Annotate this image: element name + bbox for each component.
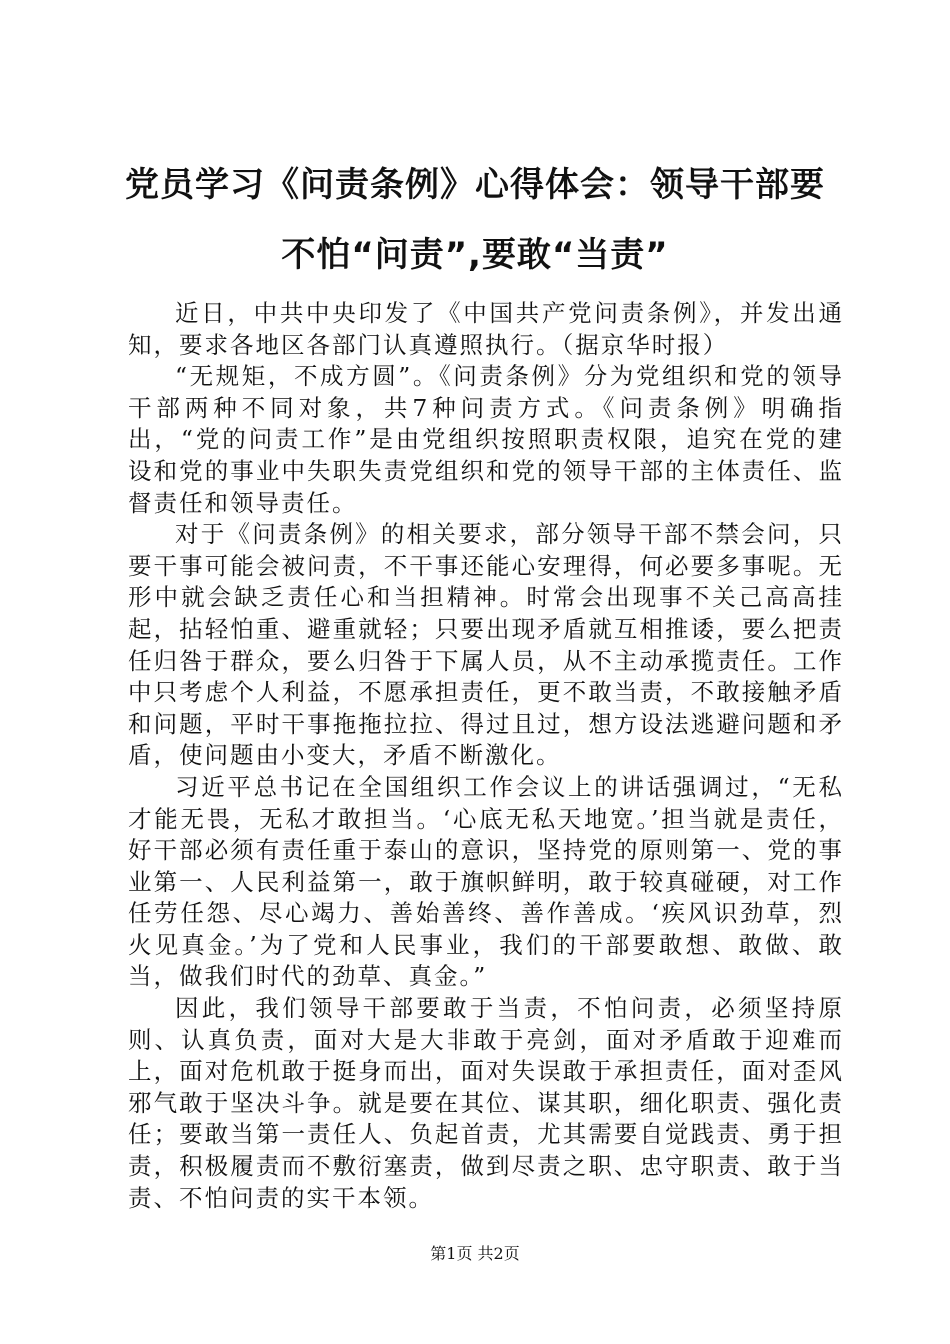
document-body [128, 298, 844, 1214]
title-line-2: 不怕“问责”,要敢“当责” [281, 235, 669, 275]
paragraph-1: 近日，中共中央印发了《中国共产党问责条例》，并发出通知，要求各地区各部门认真遵照执行。（据京华时报） [128, 299, 844, 359]
paragraph-2: “无规矩，不成方圆”。《问责条例》分为党组织和党的领导干部两种不同对象，共7种问责方式。《问责条例》明确指出，“党的问责工作”是由党组织按照职责权限，追究在党的建设和党的事业中失职失责党组织和党的领导干部的主体责任、监督责任和领导责任。 [128, 362, 844, 517]
paragraph-5: 因此，我们领导干部要敢于当责，不怕问责，必须坚持原则、认真负责，面对大是大非敢于亮剑，面对矛盾敢于迎难而上，面对危机敢于挺身而出，面对失误敢于承担责任，面对歪风邪气敢于坚决斗争。就是要在其位、谋其职，细化职责、强化责任；要敢当第一责任人、负起首责，尤其需要自觉践责、勇于担责，积极履责而不敷衍塞责，做到尽责之职、忠守职责、敢于当责、不怕问责的实干本领。 [128, 994, 844, 1212]
paragraph-4: 习近平总书记在全国组织工作会议上的讲话强调过，“无私才能无畏，无私才敢担当。‘心底无私天地宽。’担当就是责任，好干部必须有责任重于泰山的意识，坚持党的原则第一、党的事业第一、人民利益第一，敢于旗帜鲜明，敢于较真碰硬，对工作任劳任怨、尽心竭力、善始善终、善作善成。‘疾风识劲草，烈火见真金。’为了党和人民事业，我们的干部要敢想、敢做、敢当，做我们时代的劲草、真金。” [128, 772, 844, 991]
document-title [110, 150, 840, 290]
paragraph-3: 对于《问责条例》的相关要求，部分领导干部不禁会问，只要干事可能会被问责，不干事还能心安理得，何必要多事呢。无形中就会缺乏责任心和当担精神。时常会出现事不关己高高挂起，拈轻怕重、避重就轻；只要出现矛盾就互相推诿，要么把责任归咎于群众，要么归咎于下属人员，从不主动承揽责任。工作中只考虑个人利益，不愿承担责任，更不敢当责，不敢接触矛盾和问题，平时干事拖拖拉拉、得过且过，想方设法逃避问题和矛盾，使问题由小变大，矛盾不断激化。 [128, 520, 844, 770]
page-number-footer: 第1页 共2页 [430, 1244, 520, 1263]
title-line-1: 党员学习《问责条例》心得体会：领导干部要 [125, 165, 825, 205]
